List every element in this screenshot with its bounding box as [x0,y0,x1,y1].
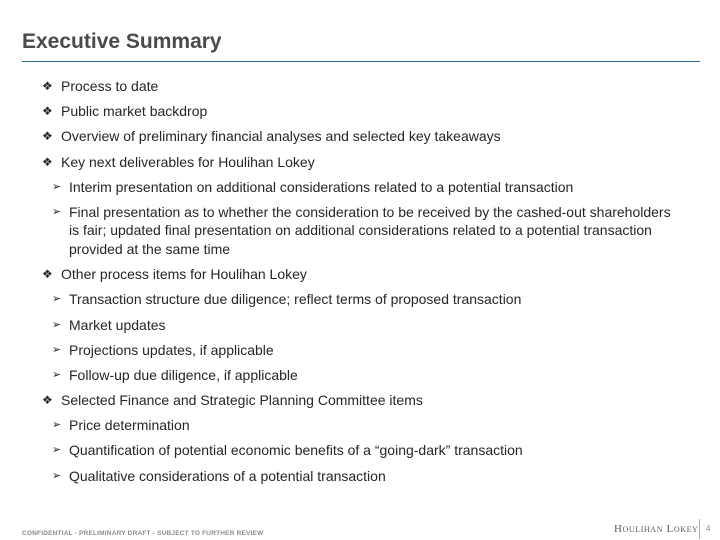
arrow-bullet-icon: ➢ [52,293,62,306]
arrow-bullet-icon: ➢ [52,180,62,193]
confidentiality-notice: CONFIDENTIAL - PRELIMINARY DRAFT - SUBJECT TO FURTHER REVIEW [22,530,264,537]
sub-bullet-item [42,178,682,197]
sub-bullet-item [42,467,682,486]
arrow-bullet-icon: ➢ [52,444,62,457]
diamond-bullet-icon: ❖ [42,393,53,408]
bullet-text: Follow-up due diligence, if applicable [69,366,298,383]
sub-bullet-item [42,416,682,435]
houlihan-lokey-logo: Houlihan Lokey [614,523,699,535]
bullet-text: Key next deliverables for Houlihan Lokey [61,153,315,170]
bullet-item [42,265,682,284]
bullet-item [42,127,682,146]
slide-title: Executive Summary [22,30,222,53]
sub-bullet-item [42,316,682,335]
bullet-text: Public market backdrop [61,103,208,120]
bullet-list [42,77,682,492]
bullet-item [42,77,682,96]
diamond-bullet-icon: ❖ [42,267,53,282]
sub-bullet-item [42,366,682,385]
sub-bullet-item [42,441,682,460]
bullet-item [42,391,682,410]
bullet-item [42,102,682,121]
bullet-text: Final presentation as to whether the consideration to be received by the cashed-out shareholders is fair; updated final presentation on additional considerations related to a potential transaction provided at the same time [69,203,671,257]
sub-bullet-item [42,290,682,309]
sub-bullet-item [42,341,682,360]
bullet-text: Selected Finance and Strategic Planning Committee items [61,392,423,409]
sub-bullet-item [42,203,682,259]
footer-divider [699,519,700,539]
bullet-text: Quantification of potential economic benefits of a “going-dark” transaction [69,442,523,459]
arrow-bullet-icon: ➢ [52,419,62,432]
arrow-bullet-icon: ➢ [52,368,62,381]
bullet-text: Interim presentation on additional considerations related to a potential transaction [69,178,574,195]
page-number: 4 [706,524,711,533]
bullet-item [42,153,682,172]
arrow-bullet-icon: ➢ [52,318,62,331]
title-divider [22,61,700,62]
bullet-text: Overview of preliminary financial analyses and selected key takeaways [61,128,501,145]
diamond-bullet-icon: ❖ [42,104,53,119]
diamond-bullet-icon: ❖ [42,129,53,144]
diamond-bullet-icon: ❖ [42,79,53,93]
bullet-text: Projections updates, if applicable [69,341,274,358]
bullet-text: Market updates [69,316,166,333]
bullet-text: Process to date [61,78,159,94]
arrow-bullet-icon: ➢ [52,469,62,482]
bullet-text: Other process items for Houlihan Lokey [61,266,307,283]
bullet-text: Transaction structure due diligence; reflect terms of proposed transaction [69,291,522,308]
arrow-bullet-icon: ➢ [52,205,62,218]
arrow-bullet-icon: ➢ [52,343,62,356]
diamond-bullet-icon: ❖ [42,154,53,169]
bullet-text: Qualitative considerations of a potential transaction [69,467,386,484]
bullet-text: Price determination [69,417,190,434]
